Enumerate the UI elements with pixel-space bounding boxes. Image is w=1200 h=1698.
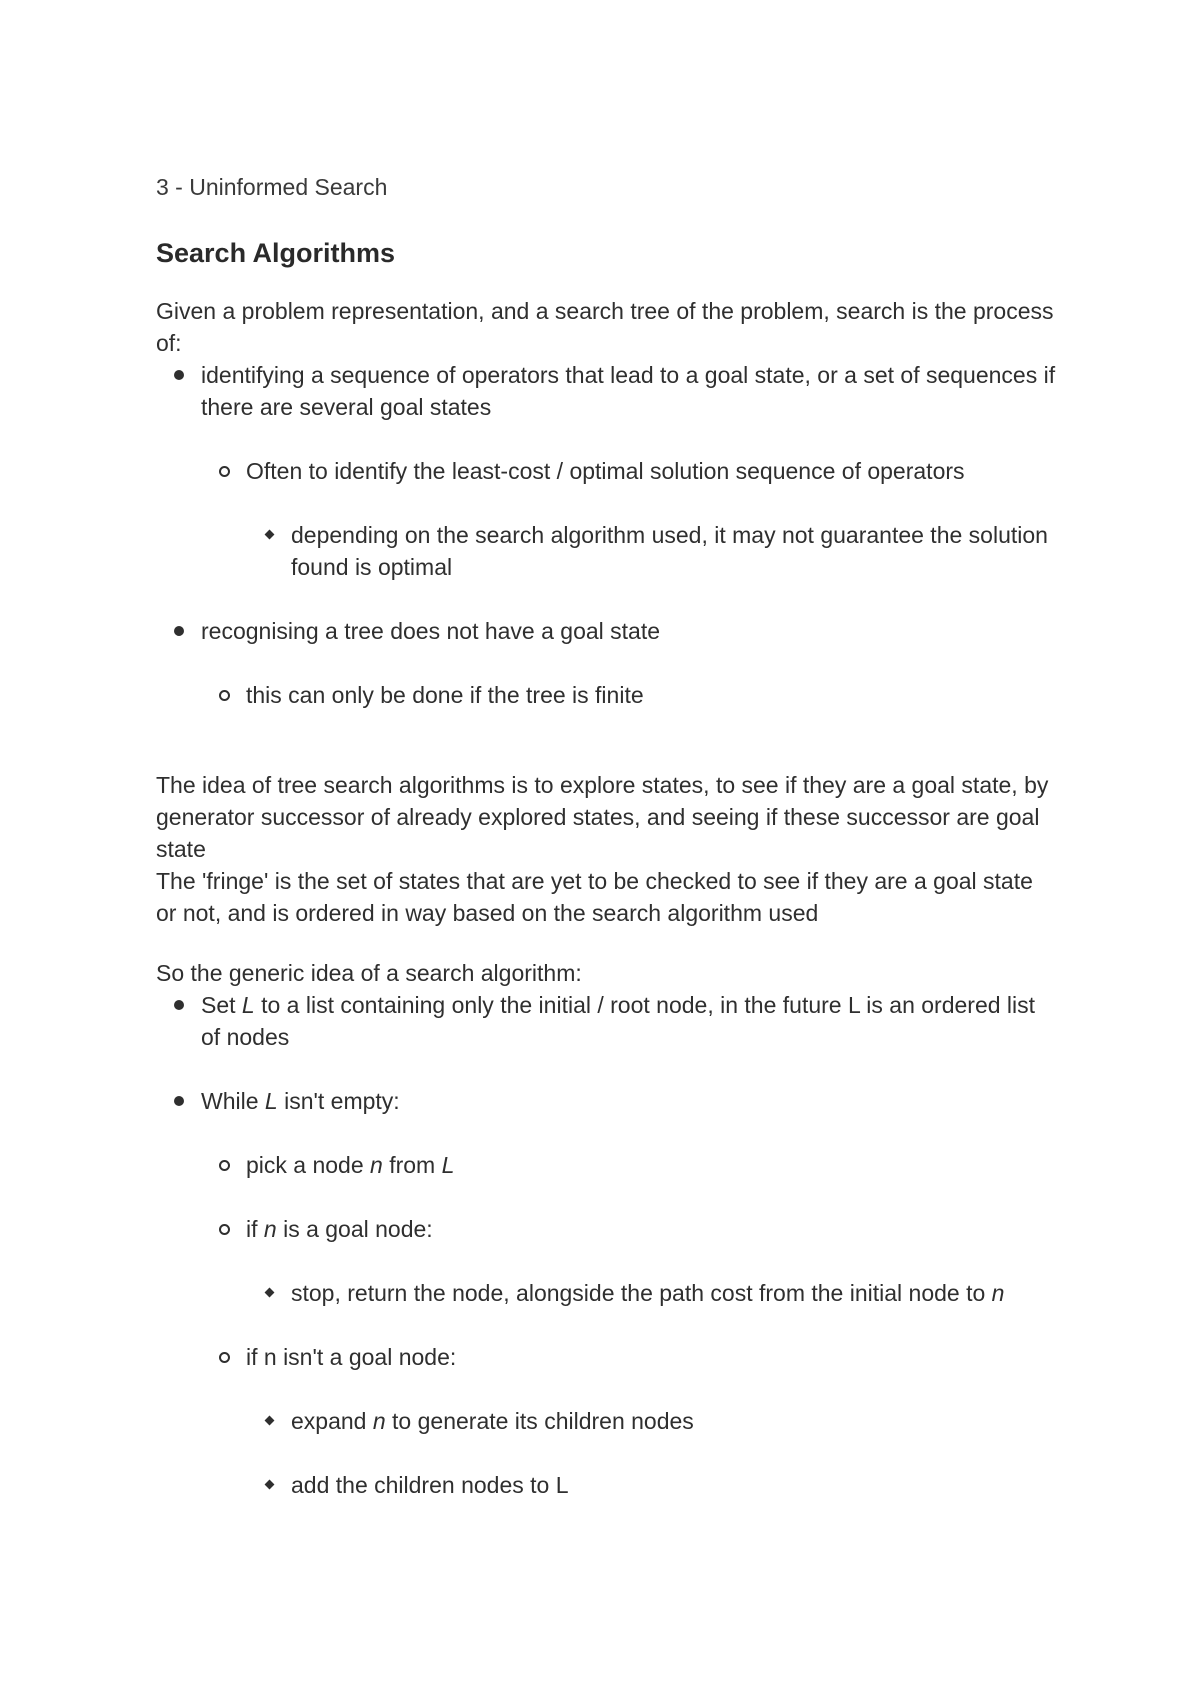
section-heading: Search Algorithms bbox=[156, 238, 396, 268]
bullet-icon bbox=[174, 370, 184, 380]
hollow-bullet-icon bbox=[219, 1160, 230, 1171]
bullet-icon bbox=[174, 1096, 184, 1106]
list-item: this can only be done if the tree is finite bbox=[201, 679, 1056, 711]
list-item: pick a node n from L bbox=[201, 1149, 1056, 1181]
hollow-bullet-icon bbox=[219, 466, 230, 477]
fringe-paragraph: The 'fringe' is the set of states that are yet to be checked to see if they are a goal state or not, and is ordered in way based on the search algorithm used bbox=[156, 868, 1033, 926]
list-item: if n is a goal node: stop, return the node, alongside the path cost from the initial node to n bbox=[201, 1213, 1056, 1309]
diamond-bullet-icon bbox=[265, 1480, 275, 1490]
document-page bbox=[156, 171, 1056, 1501]
list-item: identifying a sequence of operators that lead to a goal state, or a set of sequences if there are several goal states Often to identify the least-cost / optimal solution sequence of operators depending on the search algorithm used, it may not guarantee the solution found is optimal bbox=[156, 359, 1056, 583]
diamond-bullet-icon bbox=[265, 1288, 275, 1298]
generic-intro: So the generic idea of a search algorithm: bbox=[156, 960, 582, 986]
bullet-icon bbox=[174, 1000, 184, 1010]
bullet-icon bbox=[174, 626, 184, 636]
hollow-bullet-icon bbox=[219, 1224, 230, 1235]
process-list bbox=[156, 359, 1056, 711]
intro-paragraph: Given a problem representation, and a search tree of the problem, search is the process of: bbox=[156, 298, 1054, 356]
list-item: stop, return the node, alongside the path cost from the initial node to n bbox=[246, 1277, 1056, 1309]
diamond-bullet-icon bbox=[265, 530, 275, 540]
hollow-bullet-icon bbox=[219, 690, 230, 701]
list-item: Often to identify the least-cost / optimal solution sequence of operators depending on the search algorithm used, it may not guarantee the solution found is optimal bbox=[201, 455, 1056, 583]
algorithm-list bbox=[156, 989, 1056, 1501]
list-item: depending on the search algorithm used, it may not guarantee the solution found is optimal bbox=[246, 519, 1056, 583]
list-item: expand n to generate its children nodes bbox=[246, 1405, 1056, 1437]
list-item: recognising a tree does not have a goal state this can only be done if the tree is finite bbox=[156, 615, 1056, 711]
list-item: While L isn't empty: pick a node n from L if n is a goal node: stop, return the node, alongside the path cost from the initial node to n if n isn't a goal node: expand n to generate its children nodes add the children nodes to L bbox=[156, 1085, 1056, 1501]
diamond-bullet-icon bbox=[265, 1416, 275, 1426]
list-item: Set L to a list containing only the initial / root node, in the future L is an ordered list of nodes bbox=[156, 989, 1056, 1053]
document-title: 3 - Uninformed Search bbox=[156, 174, 388, 200]
list-item: add the children nodes to L bbox=[246, 1469, 1056, 1501]
tree-search-paragraph: The idea of tree search algorithms is to explore states, to see if they are a goal state, by generator successor of already explored states, and seeing if these successor are goal state bbox=[156, 772, 1049, 862]
hollow-bullet-icon bbox=[219, 1352, 230, 1363]
list-item: if n isn't a goal node: expand n to generate its children nodes add the children nodes to L bbox=[201, 1341, 1056, 1501]
